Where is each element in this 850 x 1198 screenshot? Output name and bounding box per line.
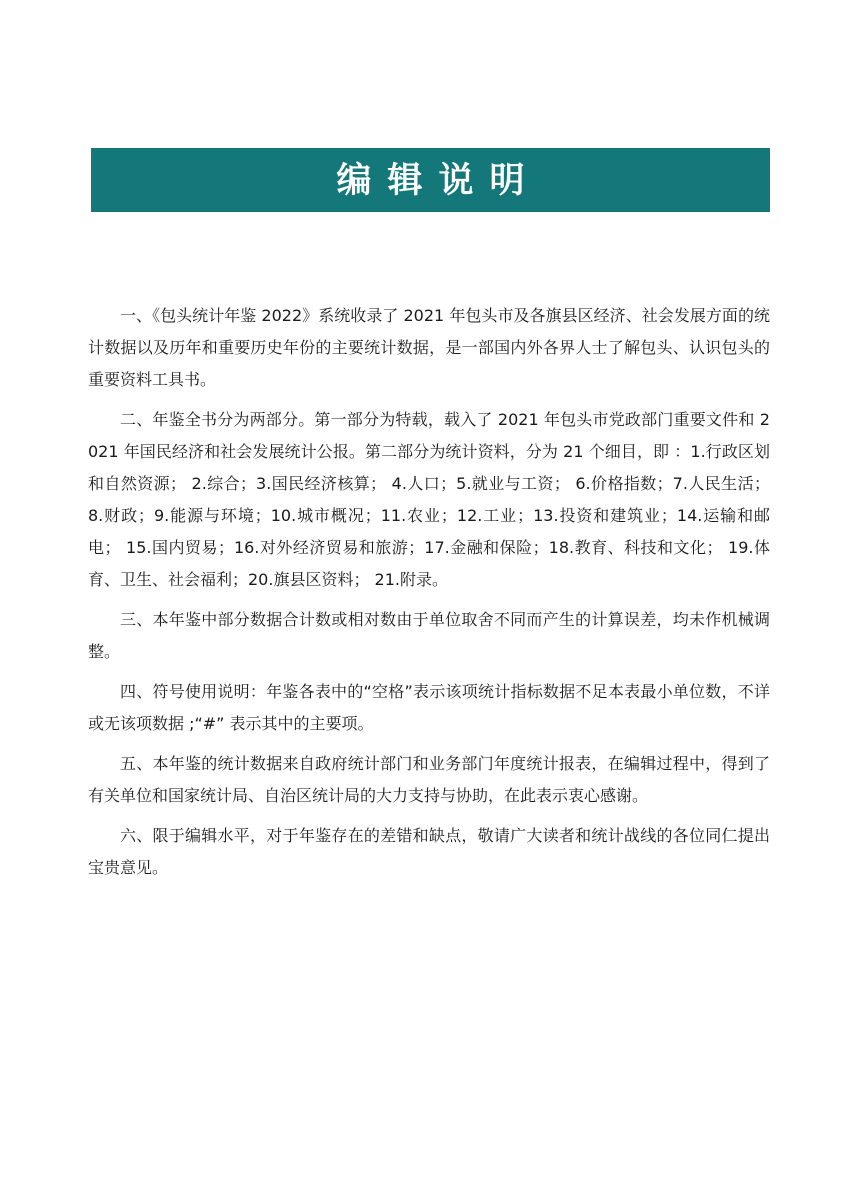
editorial-notes-body [88,300,770,892]
title-banner [91,148,770,212]
page-title: 编辑说明 [336,159,541,201]
note-paragraph-6: 六、限于编辑水平，对于年鉴存在的差错和缺点，敬请广大读者和统计战线的各位同仁提出宝贵意见。 [88,826,770,877]
note-paragraph-2: 二、年鉴全书分为两部分。第一部分为特载，载入了 2021 年包头市党政部门重要文件和 2021 年国民经济和社会发展统计公报。第二部分为统计资料，分为 21 个细目，即 ：1.行政区划和自然资源； 2.综合；3.国民经济核算； 4.人口；5.就业与工资； 6.价格指数；7.人民生活； 8.财政；9.能源与环境；10.城市概况；11.农业；12.工业；13.投资和建筑业；14.运输和邮电； 15.国内贸易；16.对外经济贸易和旅游；17.金融和保险；18.教育、科技和文化； 19.体育、卫生、社会福利；20.旗县区资料； 21.附录。 [88,410,770,589]
note-paragraph-4: 四、符号使用说明：年鉴各表中的“空格”表示该项统计指标数据不足本表最小单位数，不详或无该项数据 ;“#” 表示其中的主要项。 [88,682,770,733]
note-paragraph-3: 三、本年鉴中部分数据合计数或相对数由于单位取舍不同而产生的计算误差，均未作机械调整。 [88,610,770,661]
note-paragraph-5: 五、本年鉴的统计数据来自政府统计部门和业务部门年度统计报表，在编辑过程中，得到了有关单位和国家统计局、自治区统计局的大力支持与协助，在此表示衷心感谢。 [88,754,770,805]
note-paragraph-1: 一、《包头统计年鉴 2022》系统收录了 2021 年包头市及各旗县区经济、社会发展方面的统计数据以及历年和重要历史年份的主要统计数据，是一部国内外各界人士了解包头、认识包头的重要资料工具书。 [88,306,770,389]
